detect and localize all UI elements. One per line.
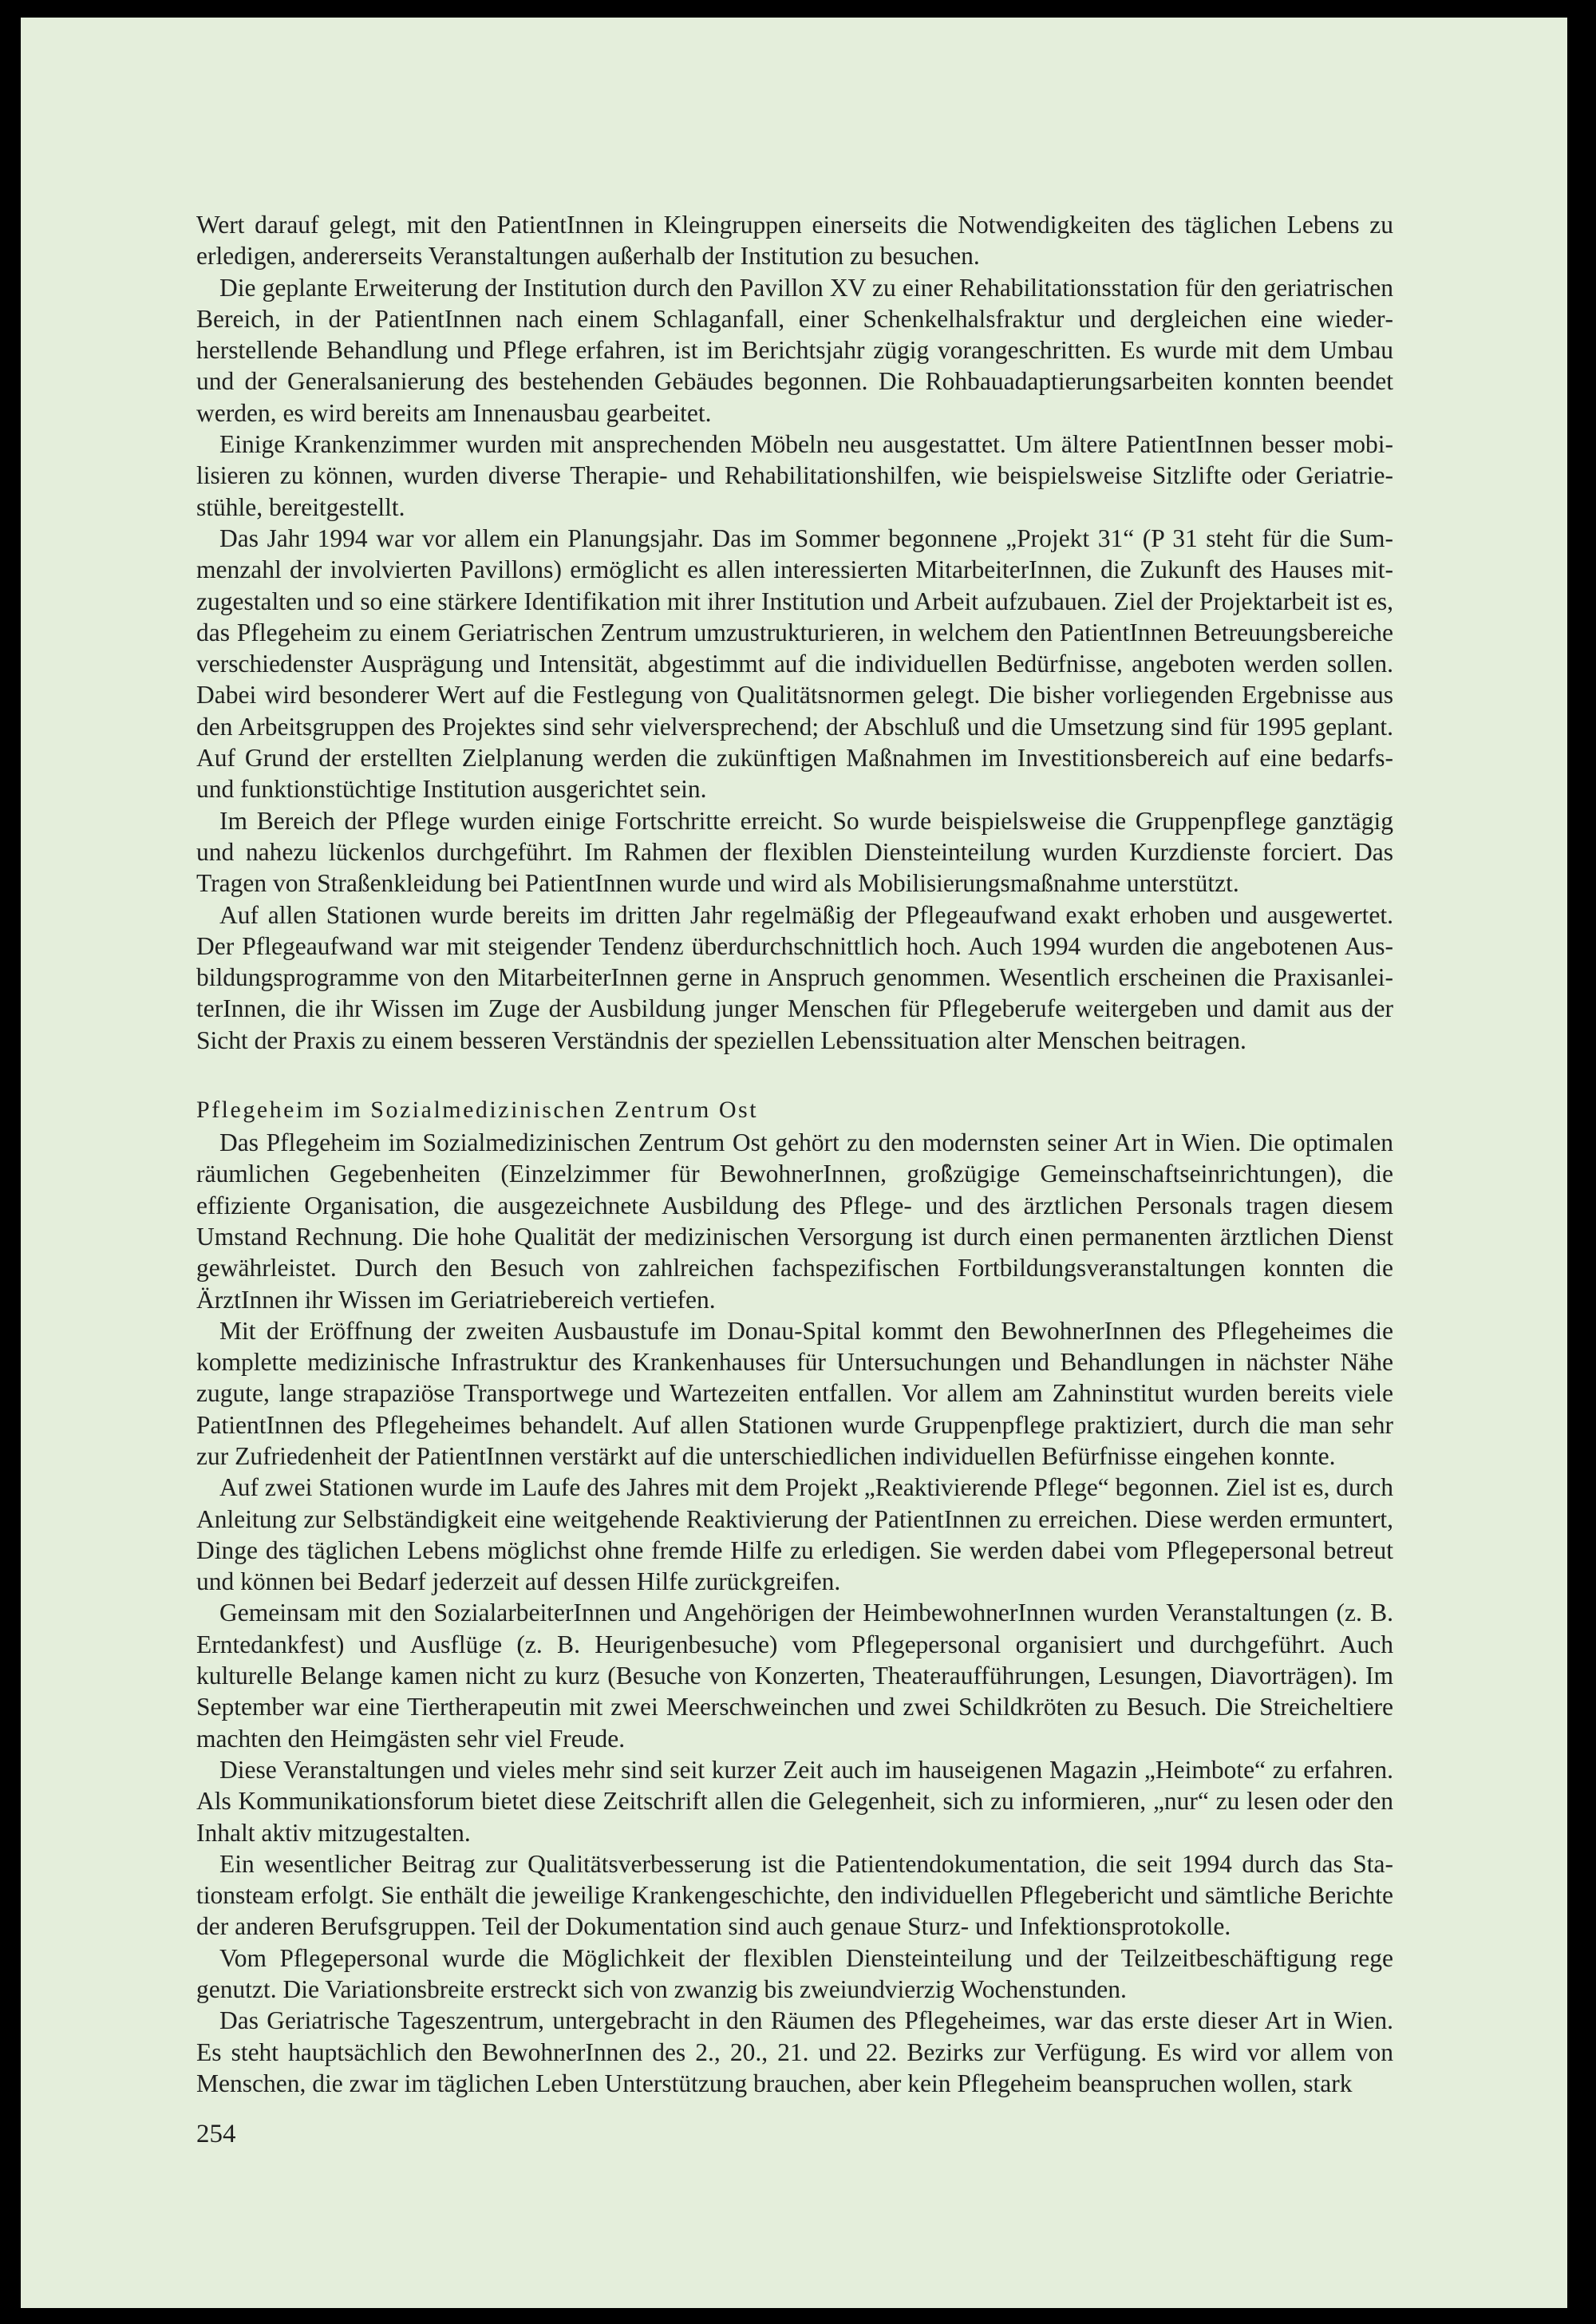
- paragraph: Auf allen Stationen wurde bereits im dritten Jahr regelmäßig der Pflegeaufwand exakt erhoben und ausgewertet. Der Pflegeaufwand war mit steigender Tendenz überdurchschnittlich hoch. Auch 1994 wurden die angebotenen Ausbildungsprogramme von den MitarbeiterInnen gerne in Anspruch genommen. Wesentlich erscheinen die PraxisanleiterInnen, die ihr Wissen im Zuge der Ausbildung junger Menschen für Pflegeberufe weitergeben und damit aus der Sicht der Praxis zu einem besseren Verständnis der speziellen Lebenssituation alter Menschen beitragen.: [196, 900, 1393, 1054]
- paragraph: Mit der Eröffnung der zweiten Ausbaustufe im Donau-Spital kommt den BewohnerInnen des Pflegeheimes die komplette medizinische Infrastruktur des Krankenhauses für Untersuchungen und Behandlungen in nächster Nähe zugute, lange strapaziöse Transportwege und Wartezeiten entfallen. Vor allem am Zahninstitut wurden bereits viele PatientInnen des Pflegeheimes behandelt. Auf allen Stationen wurde Gruppenpflege praktiziert, durch die man sehr zur Zufriedenheit der PatientInnen verstärkt auf die unterschiedlichen individuellen Befürfnisse eingehen konnte.: [196, 1316, 1393, 1470]
- paragraph: Diese Veranstaltungen und vieles mehr sind seit kurzer Zeit auch im hauseigenen Magazin „Heimbote“ zu erfahren. Als Kommunikationsforum bietet diese Zeitschrift allen die Gelegenheit, sich zu informieren, „nur“ zu lesen oder den Inhalt aktiv mitzugestalten.: [196, 1755, 1393, 1847]
- paragraph: Im Bereich der Pflege wurden einige Fortschritte erreicht. So wurde beispielsweise die Gruppenpflege ganztägig und nahezu lückenlos durchgeführt. Im Rahmen der flexiblen Diensteinteilung wurden Kurzdienste forciert. Das Tragen von Straßenkleidung bei PatientInnen wurde und wird als Mobilisierungsmaßnahme unterstützt.: [196, 806, 1393, 898]
- paragraph: Auf zwei Stationen wurde im Laufe des Jahres mit dem Projekt „Reaktivierende Pflege“ begonnen. Ziel ist es, durch Anleitung zur Selbständigkeit eine weitgehende Reaktivierung der PatientInnen zu erreichen. Diese werden ermuntert, Dinge des täglichen Lebens möglichst ohne fremde Hilfe zu erledigen. Sie werden dabei vom Pflegepersonal betreut und können bei Bedarf jederzeit auf dessen Hilfe zurückgreifen.: [196, 1473, 1393, 1596]
- paragraph: Vom Pflegepersonal wurde die Möglichkeit der flexiblen Diensteinteilung und der Teilzeitbeschäftigung rege genutzt. Die Variationsbreite erstreckt sich von zwanzig bis zweiundvierzig Wochenstunden.: [196, 1943, 1393, 2004]
- paragraph: Das Pflegeheim im Sozialmedizinischen Zentrum Ost gehört zu den modernsten seiner Art in Wien. Die optimalen räumlichen Gegebenheiten (Einzelzimmer für BewohnerInnen, großzügige Gemeinschaftseinrichtungen), die effiziente Organisation, die ausgezeichnete Ausbildung des Pflege- und des ärztlichen Personals tragen diesem Umstand Rechnung. Die hohe Qualität der medizinischen Versorgung ist durch einen permanenten ärztlichen Dienst gewährleistet. Durch den Besuch von zahlreichen fachspezifischen Fortbildungsveranstaltungen konnten die ÄrztInnen ihr Wissen im Geriatriebereich vertiefen.: [196, 1128, 1393, 1314]
- page-number: 254: [196, 2120, 236, 2148]
- paragraph: Ein wesentlicher Beitrag zur Qualitätsverbesserung ist die Patientendokumentation, die seit 1994 durch das Stationsteam erfolgt. Sie enthält die jeweilige Krankengeschichte, den individuellen Pflegebericht und sämtliche Berichte der anderen Berufsgruppen. Teil der Dokumentation sind auch genaue Sturz- und Infektionsprotokolle.: [196, 1849, 1393, 1941]
- paragraph: Wert darauf gelegt, mit den PatientInnen in Kleingruppen einerseits die Notwendigkeiten des täglichen Lebens zu erledigen, andererseits Veranstaltungen außerhalb der Institution zu besuchen.: [196, 211, 1393, 271]
- page-body: [196, 209, 1393, 2099]
- paragraph: Das Jahr 1994 war vor allem ein Planungsjahr. Das im Sommer begonnene „Projekt 31“ (P 31 steht für die Summenzahl der involvierten Pavillons) ermöglicht es allen interessierten MitarbeiterInnen, die Zukunft des Hauses mitzugestalten und so eine stärkere Identifikation mit ihrer Institution und Arbeit aufzubauen. Ziel der Projektarbeit ist es, das Pflegeheim zu einem Geriatrischen Zentrum umzustrukturieren, in welchem den PatientInnen Betreuungsbereiche verschiedenster Ausprägung und Intensität, abgestimmt auf die individuellen Bedürfnisse, angeboten werden sollen. Dabei wird besonderer Wert auf die Festlegung von Qualitätsnormen gelegt. Die bisher vorliegenden Ergebnisse aus den Arbeitsgruppen des Projektes sind sehr vielversprechend; der Abschluß und die Umsetzung sind für 1995 geplant. Auf Grund der erstellten Zielplanung werden die zukünftigen Maßnahmen im Investitionsbereich auf eine bedarfs- und funktionstüchtige Institution ausgerichtet sein.: [196, 524, 1393, 804]
- paragraph: Das Geriatrische Tageszentrum, untergebracht in den Räumen des Pflegeheimes, war das erste dieser Art in Wien. Es steht hauptsächlich den BewohnerInnen des 2., 20., 21. und 22. Bezirks zur Verfügung. Es wird vor allem von Menschen, die zwar im täglichen Leben Unterstützung brauchen, aber kein Pflegeheim beanspruchen wollen, stark: [196, 2006, 1393, 2097]
- paragraph: Einige Krankenzimmer wurden mit ansprechenden Möbeln neu ausgestattet. Um ältere PatientInnen besser mobilisieren zu können, wurden diverse Therapie- und Rehabilitationshilfen, wie beispielsweise Sitzlifte oder Geriatriestühle, bereitgestellt.: [196, 430, 1393, 521]
- paragraph: Gemeinsam mit den SozialarbeiterInnen und Angehörigen der HeimbewohnerInnen wurden Veranstaltungen (z. B. Erntedankfest) und Ausflüge (z. B. Heurigenbesuche) vom Pflegepersonal organisiert und durchgeführt. Auch kulturelle Belange kamen nicht zu kurz (Besuche von Konzerten, Theateraufführungen, Lesungen, Diavorträgen). Im September war eine Tiertherapeutin mit zwei Meerschweinchen und zwei Schildkröten zu Besuch. Die Streicheltiere machten den Heimgästen sehr viel Freude.: [196, 1599, 1393, 1753]
- paragraph: Die geplante Erweiterung der Institution durch den Pavillon XV zu einer Rehabilitationsstation für den geriatrischen Bereich, in der PatientInnen nach einem Schlaganfall, einer Schenkelhalsfraktur und dergleichen eine wiederherstellende Behandlung und Pflege erfahren, ist im Berichtsjahr zügig vorangeschritten. Es wurde mit dem Umbau und der Generalsanierung des bestehenden Gebäudes begonnen. Die Rohbauadaptierungsarbeiten konnten beendet werden, es wird bereits am Innenausbau gearbeitet.: [196, 273, 1393, 427]
- scanned-page: [21, 18, 1567, 2308]
- section-heading: Pflegeheim im Sozialmedizinischen Zentrum Ost: [196, 1097, 759, 1124]
